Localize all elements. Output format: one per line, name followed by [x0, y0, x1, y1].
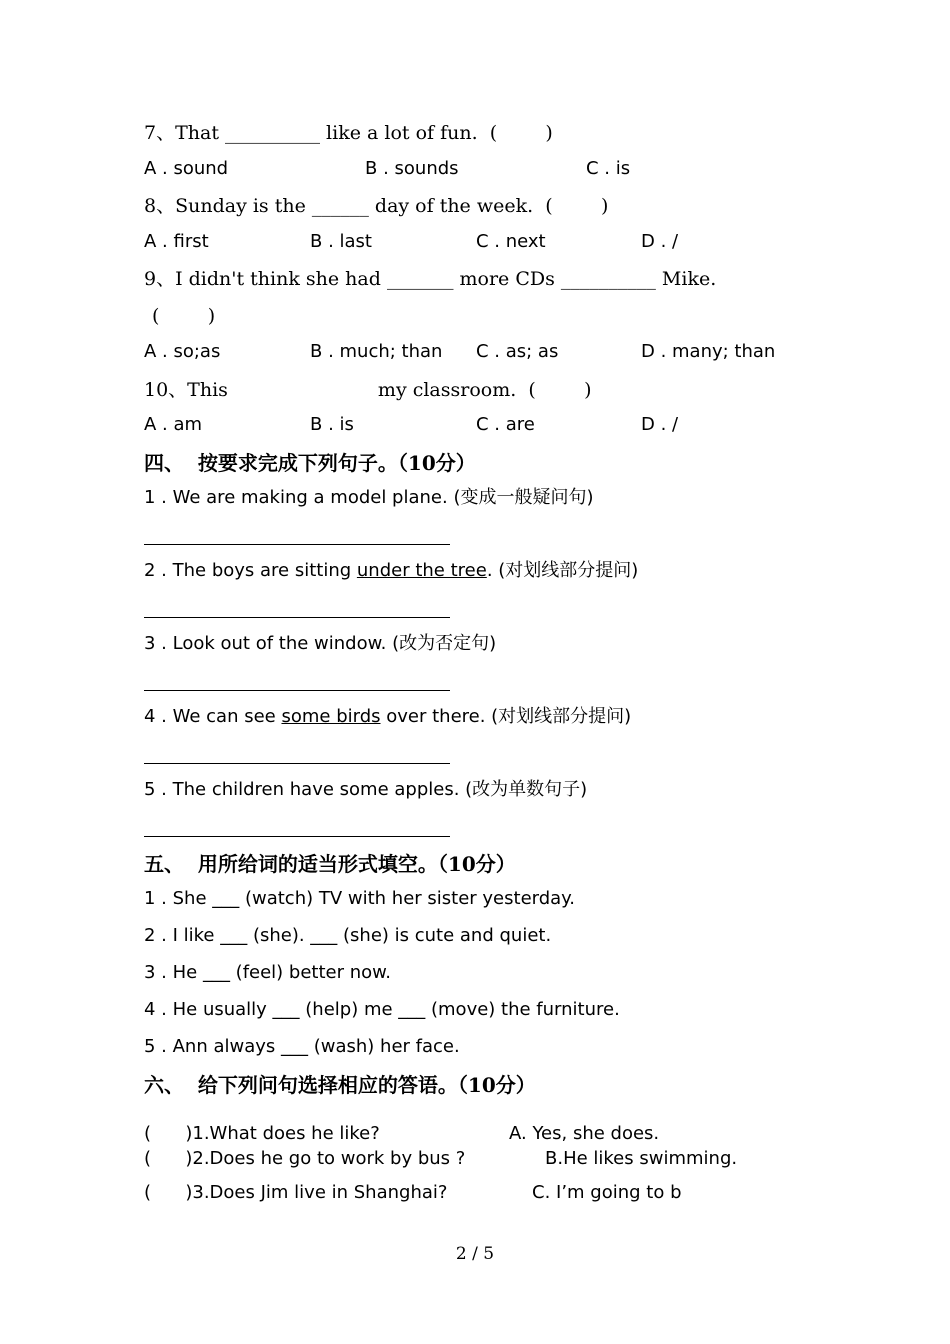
answer-line[interactable]: [144, 690, 450, 691]
underlined-phrase: under the tree: [356, 560, 487, 581]
option-c: C . next: [476, 231, 546, 252]
fill-item: 2 . I like ___ (she). ___ (she) is cute and quiet.: [144, 925, 552, 946]
fill-item: 5 . Ann always ___ (wash) her face.: [144, 1036, 460, 1057]
rewrite-item: 3 . Look out of the window. (改为否定句): [144, 633, 497, 654]
fill-item: 3 . He ___ (feel) better now.: [144, 962, 391, 983]
option-c: C . is: [586, 158, 631, 179]
question-10: 10、This my classroom. ( ): [144, 379, 592, 401]
option-c: C . as; as: [476, 341, 559, 362]
rewrite-item: 2 . The boys are sitting under the tree. (对划线部分提问): [144, 560, 639, 581]
match-question: ( )3.Does Jim live in Shanghai?: [144, 1182, 448, 1203]
question-9: 9、I didn't think she had _______ more CDs __________ Mike.: [144, 268, 717, 290]
match-answer: C. I’m going to b: [532, 1182, 682, 1203]
option-a: A . first: [144, 231, 209, 252]
answer-blank[interactable]: _______: [386, 268, 454, 290]
page-number: 2 / 5: [455, 1244, 495, 1264]
answer-line[interactable]: [144, 836, 450, 837]
option-d: D . many; than: [641, 341, 776, 362]
answer-blank[interactable]: [228, 381, 378, 396]
section-heading: 四、 按要求完成下列句子。（10分）: [144, 451, 476, 475]
option-a: A . so;as: [144, 341, 221, 362]
option-b: B . last: [310, 231, 372, 252]
answer-line[interactable]: [144, 617, 450, 618]
rewrite-item: 1 . We are making a model plane. (变成一般疑问句): [144, 487, 594, 508]
option-c: C . are: [476, 414, 535, 435]
answer-blank[interactable]: __________: [560, 268, 656, 290]
answer-blank[interactable]: ______: [311, 195, 369, 217]
rewrite-item: 5 . The children have some apples. (改为单数句子): [144, 779, 588, 800]
option-d: D . /: [641, 231, 679, 252]
match-question: ( )1.What does he like?: [144, 1123, 380, 1144]
section-heading: 六、 给下列问句选择相应的答语。（10分）: [144, 1073, 536, 1097]
answer-blank[interactable]: __________: [225, 122, 321, 144]
option-a: A . sound: [144, 158, 229, 179]
match-answer: A. Yes, she does.: [509, 1123, 660, 1144]
question-7: 7、That __________ like a lot of fun. ( ): [144, 122, 553, 144]
option-b: B . is: [310, 414, 354, 435]
question-8: 8、Sunday is the ______ day of the week. ( ): [144, 195, 609, 217]
match-answer: B.He likes swimming.: [545, 1148, 738, 1169]
section-heading: 五、 用所给词的适当形式填空。（10分）: [144, 852, 516, 876]
answer-line[interactable]: [144, 544, 450, 545]
fill-item: 4 . He usually ___ (help) me ___ (move) the furniture.: [144, 999, 620, 1020]
fill-item: 1 . She ___ (watch) TV with her sister yesterday.: [144, 888, 575, 909]
rewrite-item: 4 . We can see some birds over there. (对划线部分提问): [144, 706, 632, 727]
answer-line[interactable]: [144, 763, 450, 764]
underlined-phrase: some birds: [281, 706, 381, 727]
match-question: ( )2.Does he go to work by bus ?: [144, 1148, 466, 1169]
option-b: B . sounds: [365, 158, 459, 179]
answer-paren[interactable]: ( ): [152, 305, 216, 327]
option-d: D . /: [641, 414, 679, 435]
option-a: A . am: [144, 414, 203, 435]
option-b: B . much; than: [310, 341, 443, 362]
